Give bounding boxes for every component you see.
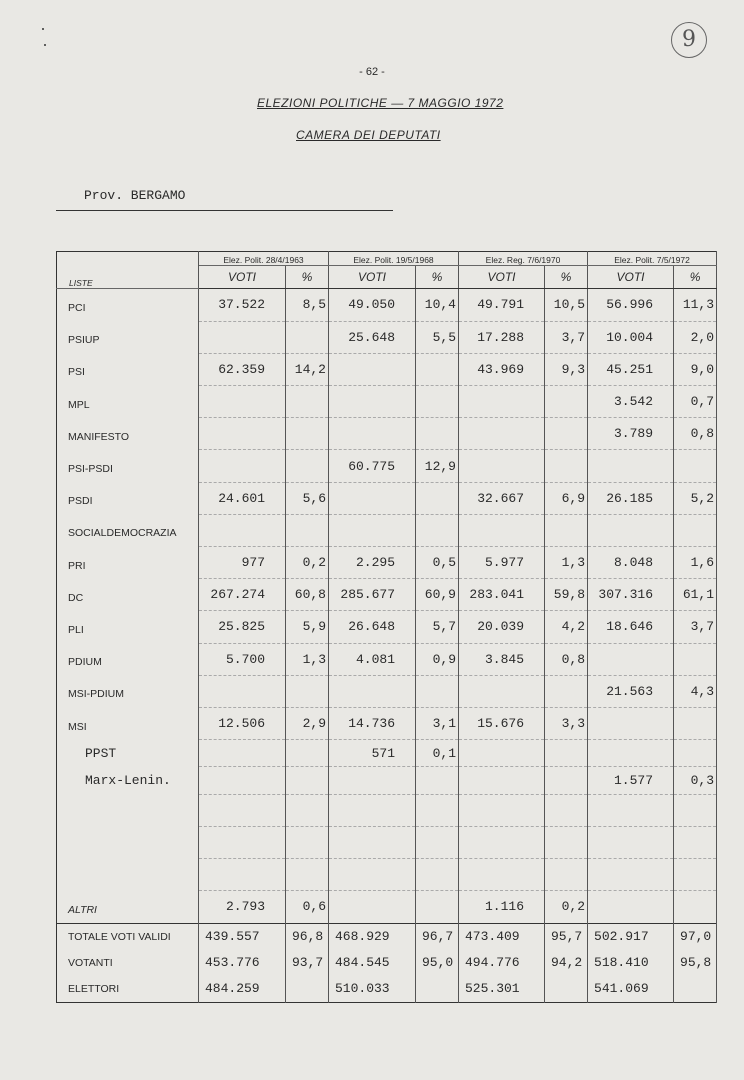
pct-header: %: [545, 266, 588, 289]
liste-header: LISTE: [57, 252, 199, 289]
percent-cell: 3,1: [416, 707, 459, 739]
percent-cell: 93,7: [286, 950, 329, 976]
pct-header: %: [416, 266, 459, 289]
percent-cell: 2,0: [674, 321, 717, 353]
election-header: Elez. Reg. 7/6/1970: [459, 252, 588, 266]
table-row: [57, 450, 717, 482]
list-label: ALTRI: [57, 891, 199, 924]
percent-cell: [545, 826, 588, 858]
table-row: [57, 289, 717, 322]
percent-cell: 3,7: [674, 611, 717, 643]
votes-cell: [588, 707, 674, 739]
percent-cell: [545, 858, 588, 890]
percent-cell: [545, 794, 588, 826]
votes-cell: [329, 514, 416, 546]
percent-cell: [674, 740, 717, 767]
voti-header: VOTI: [329, 266, 416, 289]
percent-cell: 11,3: [674, 289, 717, 322]
votes-cell: [329, 767, 416, 794]
votes-cell: [459, 767, 545, 794]
votes-cell: [199, 858, 286, 890]
voti-header: VOTI: [459, 266, 545, 289]
votes-cell: 453.776: [199, 950, 286, 976]
votes-cell: [199, 826, 286, 858]
votes-cell: [588, 643, 674, 675]
table-row: [57, 353, 717, 385]
list-label: [57, 794, 199, 826]
speck: [42, 28, 44, 30]
list-label: [57, 826, 199, 858]
votes-cell: 1.577: [588, 767, 674, 794]
table-row: [57, 514, 717, 546]
votes-cell: 977: [199, 547, 286, 579]
percent-cell: 9,3: [545, 353, 588, 385]
table-row: [57, 482, 717, 514]
votes-cell: 307.316: [588, 579, 674, 611]
percent-cell: [674, 794, 717, 826]
votes-cell: 21.563: [588, 675, 674, 707]
votes-cell: 283.041: [459, 579, 545, 611]
votes-cell: 43.969: [459, 353, 545, 385]
votes-cell: [199, 514, 286, 546]
percent-cell: 1,3: [545, 547, 588, 579]
table-row: [57, 794, 717, 826]
percent-cell: 10,4: [416, 289, 459, 322]
list-label: PLI: [57, 611, 199, 643]
percent-cell: 5,5: [416, 321, 459, 353]
document-subtitle: CAMERA DEI DEPUTATI: [296, 128, 441, 142]
votes-cell: [199, 450, 286, 482]
votes-cell: 18.646: [588, 611, 674, 643]
election-header: Elez. Polit. 28/4/1963: [199, 252, 329, 266]
percent-cell: 94,2: [545, 950, 588, 976]
percent-cell: [286, 826, 329, 858]
percent-cell: [416, 976, 459, 1003]
table-row: [57, 579, 717, 611]
votes-cell: [459, 794, 545, 826]
list-label: SOCIALDEMOCRAZIA: [57, 514, 199, 546]
percent-cell: [545, 976, 588, 1003]
percent-cell: [416, 794, 459, 826]
votes-cell: [199, 386, 286, 418]
list-label: MSI: [57, 707, 199, 739]
votes-cell: 56.996: [588, 289, 674, 322]
votes-cell: [329, 794, 416, 826]
percent-cell: 97,0: [674, 923, 717, 950]
province-underline: [56, 210, 393, 211]
percent-cell: [416, 858, 459, 890]
table-row: [57, 707, 717, 739]
votes-cell: 62.359: [199, 353, 286, 385]
voti-header: VOTI: [199, 266, 286, 289]
percent-cell: [286, 767, 329, 794]
percent-cell: [545, 740, 588, 767]
votes-cell: 20.039: [459, 611, 545, 643]
votes-cell: 37.522: [199, 289, 286, 322]
percent-cell: 3,3: [545, 707, 588, 739]
votes-cell: 2.295: [329, 547, 416, 579]
percent-cell: 0,2: [545, 891, 588, 924]
votes-cell: [329, 353, 416, 385]
percent-cell: 96,8: [286, 923, 329, 950]
pct-header: %: [674, 266, 717, 289]
speck: [44, 44, 46, 46]
percent-cell: 0,5: [416, 547, 459, 579]
percent-cell: 1,3: [286, 643, 329, 675]
table-row: [57, 740, 717, 767]
table-row: [57, 418, 717, 450]
votes-cell: 5.700: [199, 643, 286, 675]
votes-cell: [329, 858, 416, 890]
table-row: [57, 643, 717, 675]
table-row: [57, 321, 717, 353]
votes-cell: [459, 675, 545, 707]
votes-cell: 10.004: [588, 321, 674, 353]
percent-cell: [286, 514, 329, 546]
percent-cell: [416, 826, 459, 858]
list-label: Marx-Lenin.: [57, 767, 199, 794]
percent-cell: 10,5: [545, 289, 588, 322]
votes-cell: 473.409: [459, 923, 545, 950]
percent-cell: 0,7: [674, 386, 717, 418]
votes-cell: 14.736: [329, 707, 416, 739]
page-stamp: 9: [671, 22, 707, 58]
percent-cell: 61,1: [674, 579, 717, 611]
table-row: [57, 891, 717, 924]
votes-cell: 25.825: [199, 611, 286, 643]
percent-cell: 2,9: [286, 707, 329, 739]
list-label: PSDI: [57, 482, 199, 514]
votes-cell: 267.274: [199, 579, 286, 611]
percent-cell: 96,7: [416, 923, 459, 950]
votes-cell: 494.776: [459, 950, 545, 976]
votes-cell: [588, 794, 674, 826]
table-row: [57, 767, 717, 794]
percent-cell: [674, 643, 717, 675]
table-row: [57, 826, 717, 858]
votes-cell: [199, 767, 286, 794]
table-row: [57, 675, 717, 707]
percent-cell: [416, 418, 459, 450]
percent-cell: [545, 418, 588, 450]
votes-cell: [199, 321, 286, 353]
percent-cell: 12,9: [416, 450, 459, 482]
table-row: [57, 858, 717, 890]
votes-cell: 2.793: [199, 891, 286, 924]
list-label: MPL: [57, 386, 199, 418]
percent-cell: 6,9: [545, 482, 588, 514]
percent-cell: [674, 707, 717, 739]
percent-cell: [286, 450, 329, 482]
percent-cell: 0,2: [286, 547, 329, 579]
percent-cell: 4,3: [674, 675, 717, 707]
votes-cell: 32.667: [459, 482, 545, 514]
results-body: [57, 289, 717, 924]
votes-cell: 484.259: [199, 976, 286, 1003]
totals-row: [57, 923, 717, 950]
list-label: DC: [57, 579, 199, 611]
votes-cell: 1.116: [459, 891, 545, 924]
votes-cell: [459, 514, 545, 546]
percent-cell: 5,6: [286, 482, 329, 514]
votes-cell: 518.410: [588, 950, 674, 976]
election-header: Elez. Polit. 19/5/1968: [329, 252, 459, 266]
votes-cell: 3.789: [588, 418, 674, 450]
percent-cell: 4,2: [545, 611, 588, 643]
votes-cell: 26.185: [588, 482, 674, 514]
votes-cell: [588, 826, 674, 858]
percent-cell: 60,8: [286, 579, 329, 611]
votes-cell: [329, 891, 416, 924]
list-label: PDIUM: [57, 643, 199, 675]
votes-cell: 3.845: [459, 643, 545, 675]
percent-cell: [416, 767, 459, 794]
votes-cell: 25.648: [329, 321, 416, 353]
percent-cell: 95,8: [674, 950, 717, 976]
percent-cell: [416, 353, 459, 385]
totals-label: TOTALE VOTI VALIDI: [57, 923, 199, 950]
percent-cell: [545, 767, 588, 794]
votes-cell: [199, 418, 286, 450]
percent-cell: [286, 858, 329, 890]
percent-cell: [416, 386, 459, 418]
percent-cell: 3,7: [545, 321, 588, 353]
votes-cell: 439.557: [199, 923, 286, 950]
votes-cell: 525.301: [459, 976, 545, 1003]
list-label: PPST: [57, 740, 199, 767]
list-label: PRI: [57, 547, 199, 579]
votes-cell: [459, 740, 545, 767]
votes-cell: 60.775: [329, 450, 416, 482]
percent-cell: [416, 482, 459, 514]
votes-cell: [459, 826, 545, 858]
votes-cell: 510.033: [329, 976, 416, 1003]
votes-cell: [329, 418, 416, 450]
votes-cell: 49.050: [329, 289, 416, 322]
votes-cell: 26.648: [329, 611, 416, 643]
votes-cell: [588, 740, 674, 767]
votes-cell: [459, 418, 545, 450]
percent-cell: [545, 450, 588, 482]
percent-cell: 0,1: [416, 740, 459, 767]
percent-cell: 0,6: [286, 891, 329, 924]
votes-cell: 4.081: [329, 643, 416, 675]
percent-cell: 5,9: [286, 611, 329, 643]
votes-cell: [329, 482, 416, 514]
province-label: Prov. BERGAMO: [84, 188, 186, 203]
percent-cell: [416, 891, 459, 924]
percent-cell: 5,2: [674, 482, 717, 514]
votes-cell: 15.676: [459, 707, 545, 739]
votes-cell: [588, 450, 674, 482]
votes-cell: 571: [329, 740, 416, 767]
percent-cell: [286, 386, 329, 418]
votes-cell: [459, 386, 545, 418]
list-label: MANIFESTO: [57, 418, 199, 450]
votes-cell: 468.929: [329, 923, 416, 950]
votes-cell: 484.545: [329, 950, 416, 976]
votes-cell: 12.506: [199, 707, 286, 739]
percent-cell: 60,9: [416, 579, 459, 611]
votes-cell: 285.677: [329, 579, 416, 611]
table-row: [57, 611, 717, 643]
list-label: [57, 858, 199, 890]
document-title: ELEZIONI POLITICHE — 7 MAGGIO 1972: [257, 96, 504, 110]
percent-cell: [674, 514, 717, 546]
percent-cell: [286, 321, 329, 353]
votes-cell: [459, 450, 545, 482]
page-number: - 62 -: [359, 66, 385, 78]
election-header: Elez. Polit. 7/5/1972: [588, 252, 717, 266]
percent-cell: 5,7: [416, 611, 459, 643]
election-results-table: [56, 251, 717, 1003]
votes-cell: 24.601: [199, 482, 286, 514]
votes-cell: [199, 740, 286, 767]
pct-header: %: [286, 266, 329, 289]
votes-cell: 502.917: [588, 923, 674, 950]
percent-cell: [416, 514, 459, 546]
votes-cell: 5.977: [459, 547, 545, 579]
votes-cell: 17.288: [459, 321, 545, 353]
percent-cell: [545, 675, 588, 707]
percent-cell: [674, 450, 717, 482]
totals-label: VOTANTI: [57, 950, 199, 976]
votes-cell: [588, 891, 674, 924]
percent-cell: 95,0: [416, 950, 459, 976]
voti-header: VOTI: [588, 266, 674, 289]
percent-cell: [416, 675, 459, 707]
percent-cell: [286, 675, 329, 707]
list-label: PSI: [57, 353, 199, 385]
votes-cell: [199, 794, 286, 826]
list-label: PSI-PSDI: [57, 450, 199, 482]
percent-cell: 8,5: [286, 289, 329, 322]
percent-cell: [674, 826, 717, 858]
percent-cell: 0,3: [674, 767, 717, 794]
votes-cell: [329, 826, 416, 858]
percent-cell: 0,9: [416, 643, 459, 675]
percent-cell: [286, 418, 329, 450]
percent-cell: 95,7: [545, 923, 588, 950]
percent-cell: [286, 794, 329, 826]
list-label: PSIUP: [57, 321, 199, 353]
votes-cell: 49.791: [459, 289, 545, 322]
election-header-row: [57, 252, 717, 266]
percent-cell: 1,6: [674, 547, 717, 579]
totals-label: ELETTORI: [57, 976, 199, 1003]
percent-cell: 59,8: [545, 579, 588, 611]
list-label: MSI-PDIUM: [57, 675, 199, 707]
totals-body: [57, 923, 717, 1002]
votes-cell: [588, 858, 674, 890]
votes-cell: 8.048: [588, 547, 674, 579]
votes-cell: [459, 858, 545, 890]
percent-cell: 14,2: [286, 353, 329, 385]
totals-row: [57, 976, 717, 1003]
table-row: [57, 547, 717, 579]
percent-cell: 0,8: [674, 418, 717, 450]
votes-cell: 541.069: [588, 976, 674, 1003]
votes-cell: [588, 514, 674, 546]
percent-cell: [674, 976, 717, 1003]
votes-cell: 3.542: [588, 386, 674, 418]
percent-cell: 0,8: [545, 643, 588, 675]
votes-cell: [329, 386, 416, 418]
percent-cell: [286, 740, 329, 767]
percent-cell: [545, 386, 588, 418]
percent-cell: 9,0: [674, 353, 717, 385]
votes-cell: 45.251: [588, 353, 674, 385]
percent-cell: [286, 976, 329, 1003]
totals-row: [57, 950, 717, 976]
list-label: PCI: [57, 289, 199, 322]
percent-cell: [545, 514, 588, 546]
percent-cell: [674, 858, 717, 890]
table-row: [57, 386, 717, 418]
votes-cell: [199, 675, 286, 707]
votes-cell: [329, 675, 416, 707]
percent-cell: [674, 891, 717, 924]
